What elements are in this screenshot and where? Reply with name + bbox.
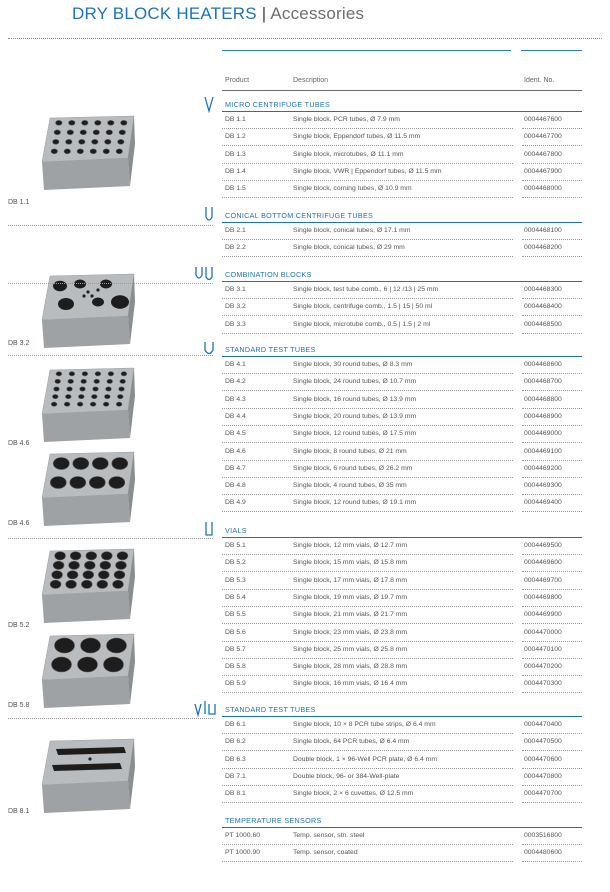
ident-number: 0004470400	[524, 721, 562, 728]
column-header-divider	[222, 90, 582, 91]
image-label: DB 5.2	[8, 622, 30, 629]
ident-number: 0004469500	[524, 542, 562, 549]
product-code: DB 4.8	[225, 482, 246, 490]
table-row	[222, 846, 582, 862]
product-code: DB 3.1	[225, 286, 246, 293]
product-code: DB 8.1	[225, 790, 246, 798]
product-description: Single block, 4 round tubes, Ø 35 mm	[293, 482, 407, 490]
row-divider	[222, 477, 513, 478]
row-divider	[222, 442, 513, 443]
row-divider	[522, 785, 582, 786]
product-description: Single block, 16 mm vials, Ø 16.4 mm	[293, 680, 408, 688]
product-description: Temp. sensor, stn. steel	[293, 832, 365, 839]
product-description: Single block, 28 mm vials, Ø 28.8 mm	[293, 663, 408, 671]
product-description: Single block, 64 PCR tubes, Ø 6.4 mm	[293, 738, 410, 746]
product-description: Single block, conical tubes, Ø 17.1 mm	[293, 227, 411, 234]
section-divider	[222, 356, 582, 357]
row-divider	[222, 623, 513, 624]
row-divider	[222, 408, 513, 409]
product-description: Single block, corning tubes, Ø 10.9 mm	[293, 185, 412, 193]
row-divider	[222, 373, 513, 374]
product-description: Single block, 15 mm vials, Ø 15.8 mm	[293, 559, 408, 567]
row-divider	[222, 768, 513, 769]
row-divider	[522, 298, 582, 299]
product-code: PT 1000.60	[225, 832, 261, 839]
product-code: DB 1.4	[225, 167, 246, 175]
table-row	[222, 753, 582, 769]
row-divider	[522, 623, 582, 624]
product-description: Single block, 6 round tubes, Ø 26.2 mm	[293, 464, 413, 472]
product-code: DB 3.2	[225, 303, 246, 311]
row-divider	[222, 750, 513, 751]
image-label: DB 3.2	[8, 340, 30, 347]
row-divider	[522, 408, 582, 409]
section-title: TEMPERATURE SENSORS	[225, 816, 322, 825]
image-label: DB 5.8	[8, 702, 30, 709]
product-description: Single block, 25 mm vials, Ø 25.8 mm	[293, 645, 408, 653]
ident-number: 0004467700	[524, 133, 562, 141]
ident-number: 0003516800	[524, 832, 562, 839]
product-description: Single block, conical tubes, Ø 29 mm	[293, 244, 405, 252]
ident-number: 0004470100	[524, 645, 562, 653]
section-title: STANDARD TEST TUBES	[225, 705, 316, 714]
table-row	[222, 539, 582, 555]
product-description: Single block, Eppendorf tubes, Ø 11.5 mm	[293, 133, 421, 141]
combination-tubes-icon	[194, 265, 220, 283]
section-title: VIALS	[225, 526, 247, 535]
product-description: Single block, PCR tubes, Ø 7.9 mm	[293, 116, 400, 123]
product-description: Single block, 30 round tubes, Ø 8.3 mm	[293, 361, 413, 368]
row-divider	[522, 750, 582, 751]
ident-number: 0004468600	[524, 361, 562, 368]
heater-block-image	[38, 448, 138, 533]
product-description: Single block, VWR | Eppendorf tubes, Ø 11.5 mm	[293, 167, 442, 175]
ident-number: 0004468900	[524, 412, 562, 420]
ident-number: 0004470000	[524, 628, 562, 636]
row-divider	[522, 425, 582, 426]
table-row	[222, 626, 582, 642]
table-row	[222, 829, 582, 845]
image-label: DB 4.6	[8, 520, 30, 527]
row-divider	[522, 163, 582, 164]
product-code: DB 5.5	[225, 611, 246, 619]
heater-block-image	[38, 630, 138, 715]
product-code: DB 1.5	[225, 185, 246, 193]
ident-number: 0004470800	[524, 772, 562, 780]
product-code: DB 5.6	[225, 628, 246, 636]
top-rule-left	[222, 50, 511, 51]
row-divider	[222, 145, 513, 146]
row-divider	[222, 606, 513, 607]
row-divider	[222, 494, 513, 495]
page-title: DRY BLOCK HEATERS	[72, 4, 257, 23]
section-divider	[222, 537, 582, 538]
product-code: DB 3.3	[225, 320, 246, 328]
table-row	[222, 300, 582, 316]
ident-number: 0004467800	[524, 150, 562, 158]
table-row	[222, 130, 582, 146]
heater-block-image	[38, 364, 138, 449]
product-code: DB 4.1	[225, 361, 246, 368]
product-description: Single block, 24 round tubes, Ø 10.7 mm	[293, 378, 417, 386]
image-label: DB 1.1	[8, 199, 30, 206]
ident-number: 0004470300	[524, 680, 562, 688]
row-divider	[222, 460, 513, 461]
row-divider	[522, 606, 582, 607]
image-divider	[8, 355, 213, 356]
row-divider	[222, 163, 513, 164]
heater-block-image	[38, 735, 138, 820]
table-row	[222, 735, 582, 751]
page-header	[72, 4, 364, 24]
product-code: DB 6.1	[225, 721, 246, 728]
row-divider	[222, 589, 513, 590]
row-divider	[222, 128, 513, 129]
row-divider	[222, 554, 513, 555]
row-divider	[222, 861, 513, 862]
table-row	[222, 427, 582, 443]
table-row	[222, 165, 582, 181]
section-title: CONICAL BOTTOM CENTRIFUGE TUBES	[225, 211, 374, 220]
table-row	[222, 718, 582, 734]
product-code: DB 4.2	[225, 378, 246, 386]
row-divider	[222, 658, 513, 659]
table-row	[222, 241, 582, 257]
ident-number: 0004470600	[524, 755, 562, 763]
table-row	[222, 770, 582, 786]
row-divider	[522, 571, 582, 572]
ident-number: 0004469100	[524, 447, 562, 455]
row-divider	[522, 844, 582, 845]
ident-number: 0004469600	[524, 559, 562, 567]
product-description: Single block, 20 round tubes, Ø 13.9 mm	[293, 412, 417, 420]
row-divider	[222, 802, 513, 803]
image-divider	[8, 718, 213, 719]
ident-number: 0004470200	[524, 663, 562, 671]
row-divider	[522, 589, 582, 590]
row-divider	[222, 239, 513, 240]
row-divider	[522, 494, 582, 495]
row-divider	[522, 658, 582, 659]
product-code: PT 1000.90	[225, 849, 261, 857]
row-divider	[522, 442, 582, 443]
row-divider	[522, 373, 582, 374]
table-row	[222, 660, 582, 676]
product-description: Temp. sensor, coated	[293, 849, 358, 857]
section-title: MICRO CENTRIFUGE TUBES	[225, 100, 331, 109]
row-divider	[222, 315, 513, 316]
table-row	[222, 608, 582, 624]
product-description: Single block, 21 mm vials, Ø 21.7 mm	[293, 611, 408, 619]
product-code: DB 6.3	[225, 755, 246, 763]
row-divider	[522, 675, 582, 676]
table-row	[222, 787, 582, 803]
row-divider	[222, 511, 513, 512]
row-divider	[222, 298, 513, 299]
image-label: DB 8.1	[8, 808, 30, 815]
ident-number: 0004469000	[524, 430, 562, 438]
ident-number: 0004468300	[524, 286, 562, 293]
product-code: DB 5.3	[225, 576, 246, 584]
image-label: DB 4.6	[8, 440, 30, 447]
product-description: Single block, 12 mm vials, Ø 12.7 mm	[293, 542, 408, 549]
product-code: DB 5.9	[225, 680, 246, 688]
row-divider	[522, 197, 582, 198]
image-divider	[8, 538, 213, 539]
image-divider	[8, 283, 213, 284]
table-row	[222, 182, 582, 198]
row-divider	[222, 571, 513, 572]
product-code: DB 7.1	[225, 772, 246, 780]
ident-number: 0004467900	[524, 167, 562, 175]
table-row	[222, 375, 582, 391]
product-code: DB 5.1	[225, 542, 246, 549]
ident-number: 0004468400	[524, 303, 562, 311]
row-divider	[522, 239, 582, 240]
product-code: DB 4.4	[225, 412, 246, 420]
row-divider	[522, 460, 582, 461]
row-divider	[222, 844, 513, 845]
ident-number: 0004470500	[524, 738, 562, 746]
section-divider	[222, 111, 582, 112]
table-row	[222, 556, 582, 572]
section-divider	[222, 281, 582, 282]
product-code: DB 1.1	[225, 116, 246, 123]
row-divider	[522, 390, 582, 391]
title-separator: |	[261, 4, 267, 23]
row-divider	[522, 315, 582, 316]
section-divider	[222, 222, 582, 223]
product-description: Single block, 8 round tubes, Ø 21 mm	[293, 447, 407, 455]
section-title: COMBINATION BLOCKS	[225, 270, 312, 279]
table-row	[222, 358, 582, 374]
product-description: Single block, 16 round tubes, Ø 13.9 mm	[293, 395, 417, 403]
product-code: DB 4.7	[225, 464, 246, 472]
product-code: DB 4.9	[225, 499, 246, 507]
table-row	[222, 224, 582, 240]
row-divider	[222, 675, 513, 676]
row-divider	[522, 128, 582, 129]
column-header-description: Description	[293, 77, 329, 84]
row-divider	[222, 425, 513, 426]
top-rule-right	[521, 50, 582, 51]
row-divider	[522, 554, 582, 555]
ident-number: 0004469400	[524, 499, 562, 507]
section-divider	[222, 716, 582, 717]
row-divider	[522, 256, 582, 257]
product-code: DB 1.2	[225, 133, 246, 141]
row-divider	[222, 390, 513, 391]
product-description: Single block, 10 × 8 PCR tube strips, Ø 6.4 mm	[293, 721, 436, 728]
product-code: DB 6.2	[225, 738, 246, 746]
product-code: DB 4.3	[225, 395, 246, 403]
table-row	[222, 113, 582, 129]
ident-number: 0004470700	[524, 790, 562, 798]
table-row	[222, 643, 582, 659]
table-row	[222, 445, 582, 461]
product-code: DB 5.2	[225, 559, 246, 567]
table-row	[222, 393, 582, 409]
ident-number: 0004468200	[524, 244, 562, 252]
row-divider	[522, 641, 582, 642]
product-description: Single block, microtubes, Ø 11.1 mm	[293, 150, 404, 158]
product-code: DB 1.3	[225, 150, 246, 158]
page-subtitle: Accessories	[270, 4, 365, 23]
section-divider	[222, 827, 582, 828]
row-divider	[222, 733, 513, 734]
table-row	[222, 574, 582, 590]
row-divider	[222, 333, 513, 334]
table-row	[222, 496, 582, 512]
heater-block-image	[38, 545, 138, 630]
row-divider	[222, 641, 513, 642]
column-header-product: Product	[225, 77, 250, 84]
table-row	[222, 479, 582, 495]
product-description: Single block, test tube comb., 6 | 12 /13 | 25 mm	[293, 286, 439, 293]
product-code: DB 4.6	[225, 447, 246, 455]
row-divider	[222, 180, 513, 181]
image-divider	[8, 225, 213, 226]
row-divider	[522, 733, 582, 734]
table-row	[222, 148, 582, 164]
product-code: DB 4.5	[225, 430, 246, 438]
product-code: DB 2.2	[225, 244, 246, 252]
row-divider	[522, 511, 582, 512]
product-description: Double block, 1 × 96-Well PCR plate, Ø 6.4 mm	[293, 755, 437, 763]
product-description: Single block, 19 mm vials, Ø 19.7 mm	[293, 593, 408, 601]
product-code: DB 5.4	[225, 593, 246, 601]
ident-number: 0004468800	[524, 395, 562, 403]
ident-number: 0004468100	[524, 227, 562, 234]
table-row	[222, 591, 582, 607]
product-code: DB 5.8	[225, 663, 246, 671]
row-divider	[522, 861, 582, 862]
product-description: Single block, 17 mm vials, Ø 17.8 mm	[293, 576, 408, 584]
heater-block-image	[38, 112, 138, 197]
product-description: Single block, centrifuge comb., 1.5 | 15 | 50 ml	[293, 303, 433, 311]
ident-number: 0004469800	[524, 593, 562, 601]
row-divider	[522, 802, 582, 803]
product-code: DB 2.1	[225, 227, 246, 234]
ident-number: 0004469900	[524, 611, 562, 619]
row-divider	[222, 692, 513, 693]
ident-number: 0004468500	[524, 320, 562, 328]
table-row	[222, 410, 582, 426]
section-title: STANDARD TEST TUBES	[225, 345, 316, 354]
ident-number: 0004480600	[524, 849, 562, 857]
row-divider	[522, 768, 582, 769]
row-divider	[522, 180, 582, 181]
ident-number: 0004469300	[524, 482, 562, 490]
ident-number: 0004468700	[524, 378, 562, 386]
product-description: Single block, 12 round tubes, Ø 19.1 mm	[293, 499, 417, 507]
row-divider	[222, 197, 513, 198]
row-divider	[222, 256, 513, 257]
row-divider	[522, 145, 582, 146]
product-description: Single block, 12 round tubes, Ø 17.5 mm	[293, 430, 417, 438]
row-divider	[222, 785, 513, 786]
table-row	[222, 318, 582, 334]
product-description: Single block, 2 × 6 cuvettes, Ø 12.5 mm	[293, 790, 414, 798]
column-header-ident: Ident. No.	[524, 77, 555, 84]
product-description: Single block, microtube comb., 0.5 | 1.5 | 2 ml	[293, 320, 431, 328]
product-description: Single block, 23 mm vials, Ø 23.8 mm	[293, 628, 408, 636]
product-description: Double block, 96- or 384-Well-plate	[293, 772, 400, 780]
header-divider	[8, 38, 602, 39]
ident-number: 0004467600	[524, 116, 562, 123]
table-row	[222, 462, 582, 478]
row-divider	[522, 477, 582, 478]
ident-number: 0004469700	[524, 576, 562, 584]
ident-number: 0004468000	[524, 185, 562, 193]
pcr-strip-icon	[194, 700, 220, 718]
product-code: DB 5.7	[225, 645, 246, 653]
table-row	[222, 283, 582, 299]
ident-number: 0004469200	[524, 464, 562, 472]
row-divider	[522, 692, 582, 693]
row-divider	[522, 333, 582, 334]
table-row	[222, 677, 582, 693]
